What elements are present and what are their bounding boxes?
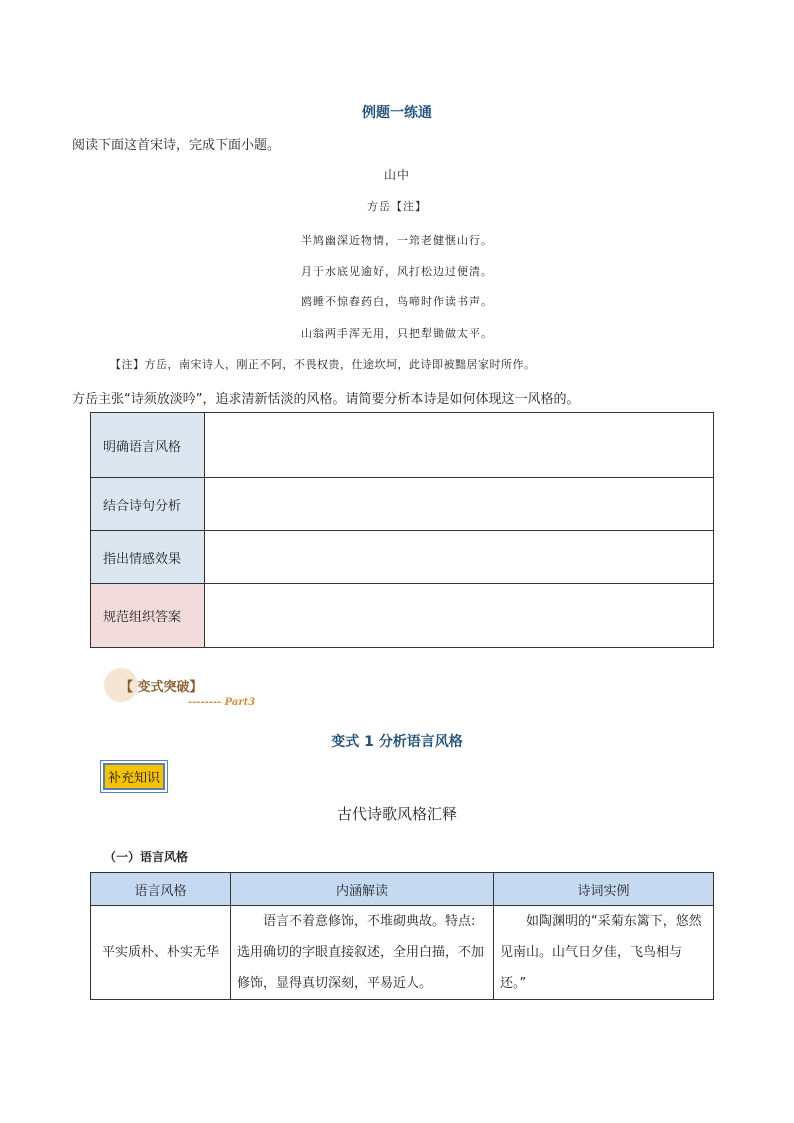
poem-line: 山翁两手浑无用，只把犁锄做太平。 (301, 327, 493, 340)
answer-row (91, 531, 714, 584)
meaning-cell: 语言不着意修饰，不堆砌典故。特点:选用确切的字眼直接叙述，全用白描，不加修饰，显得真切深刻，平易近人。 (231, 906, 494, 1000)
poem-author: 方岳【注】 (367, 200, 427, 213)
subtitle: 古代诗歌风格汇释 (336, 805, 457, 823)
answer-table (90, 412, 714, 648)
poem-title: 山中 (383, 168, 410, 182)
styles-header-row (91, 873, 714, 906)
answer-row (91, 413, 714, 478)
section-heading: （一）语言风格 (104, 850, 189, 864)
variant-title: 变式 1 分析语言风格 (331, 734, 463, 750)
answer-label: 明确语言风格 (91, 413, 205, 478)
answer-cell[interactable] (205, 478, 714, 531)
answer-cell[interactable] (205, 413, 714, 478)
column-header: 诗词实例 (494, 873, 714, 906)
answer-cell[interactable] (205, 584, 714, 648)
supplement-label: 补充知识 (103, 763, 165, 790)
intro-text: 阅读下面这首宋诗，完成下面小题。 (72, 138, 281, 153)
style-cell: 平实质朴、朴实无华 (91, 906, 231, 1000)
answer-label: 结合诗句分析 (91, 478, 205, 531)
section-badge-label: 【 变式突破】 (120, 680, 203, 695)
question-text: 方岳主张“诗须放淡吟”，追求清新恬淡的风格。请简要分析本诗是如何体现这一风格的。 (72, 392, 580, 407)
poem-line: 月于水底见逾好，风打松边过便清。 (301, 265, 493, 278)
example-cell: 如陶渊明的“采菊东篱下，悠然见南山。山气日夕佳，飞鸟相与还。” (494, 906, 714, 1000)
poem-line: 半鸠幽深近物情，一筇老健惬山行。 (301, 234, 493, 247)
poem-note: 【注】方岳，南宋诗人，刚正不阿，不畏权贵，仕途坎坷，此诗即被黜居家时所作。 (110, 358, 536, 371)
answer-row (91, 478, 714, 531)
section-badge-part: -------- Part3 (188, 697, 256, 708)
poem-line: 鸥睡不惊舂药白，鸟啼时作读书声。 (301, 295, 493, 308)
example-heading: 例题一练通 (362, 105, 432, 121)
column-header: 内涵解读 (231, 873, 494, 906)
styles-table (90, 872, 714, 1000)
answer-label: 指出情感效果 (91, 531, 205, 584)
answer-cell[interactable] (205, 531, 714, 584)
answer-label: 规范组织答案 (91, 584, 205, 648)
table-row (91, 906, 714, 1000)
answer-row (91, 584, 714, 648)
column-header: 语言风格 (91, 873, 231, 906)
